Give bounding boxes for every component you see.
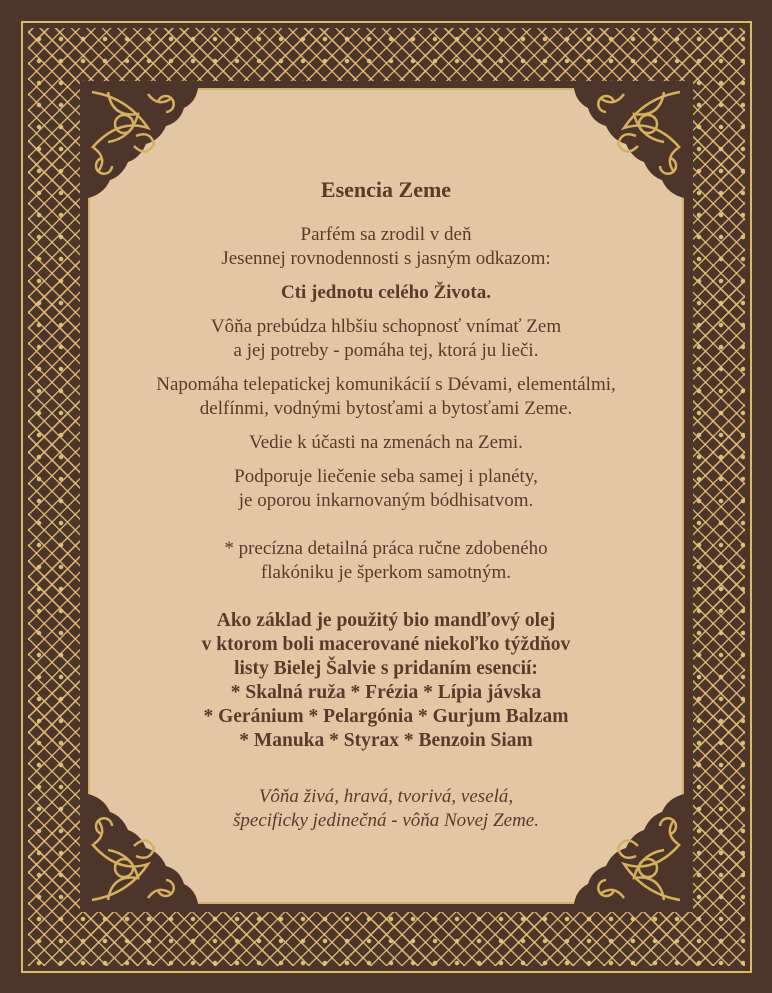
text-line: je oporou inkarnovaným bódhisatvom. [238,490,534,511]
text-line: Jesennej rovnodennosti s jasným odkazom: [221,248,551,269]
text-line: Vôňa živá, hravá, tvorivá, veselá, [258,786,514,807]
text-line: v ktorom boli macerované niekoľko týždňov [201,634,571,655]
paragraph-motto [100,281,672,305]
text-line: Napomáha telepatickej komunikácií s Dévami, elementálmi, [156,374,616,395]
paragraph-telepathy [100,373,672,421]
text-line: listy Bielej Šalvie s pridaním esencií: [234,658,538,679]
paragraph-awareness [100,315,672,363]
ingredient-line: * Skalná ruža * Frézia * Lípia jávska [230,682,542,703]
text-line: Parfém sa zrodil v deň [300,224,472,245]
text-line: Vôňa prebúdza hlbšiu schopnosť vnímať Zem [210,316,562,337]
paragraph-changes [100,431,672,455]
ingredient-line: * Geránium * Pelargónia * Gurjum Balzam [203,706,569,727]
text-line: Cti jednotu celého Života. [280,282,492,303]
paragraph-healing [100,465,672,513]
text-line: Ako základ je použitý bio mandľový olej [216,610,556,631]
text-line: a jej potreby - pomáha tej, ktorá ju lieči. [233,340,539,361]
text-line: špecificky jedinečná - vôňa Novej Zeme. [233,810,539,831]
paragraph-flacon-note [100,537,672,585]
text-line: * precízna detailná práca ručne zdobeného [224,538,548,559]
closing-tagline [100,785,672,833]
text-line: Podporuje liečenie seba samej i planéty, [234,466,538,487]
document-title: Esencia Zeme [320,177,452,202]
paragraph-origin [100,223,672,271]
text-line: delfínmi, vodnými bytosťami a bytosťami Zeme. [199,398,573,419]
text-line: flakóniku je šperkom samotným. [260,562,512,583]
text-line: Vedie k účasti na zmenách na Zemi. [249,432,523,453]
ingredients-block [100,609,672,753]
ingredient-line: * Manuka * Styrax * Benzoin Siam [239,730,533,751]
document-content [100,175,672,833]
